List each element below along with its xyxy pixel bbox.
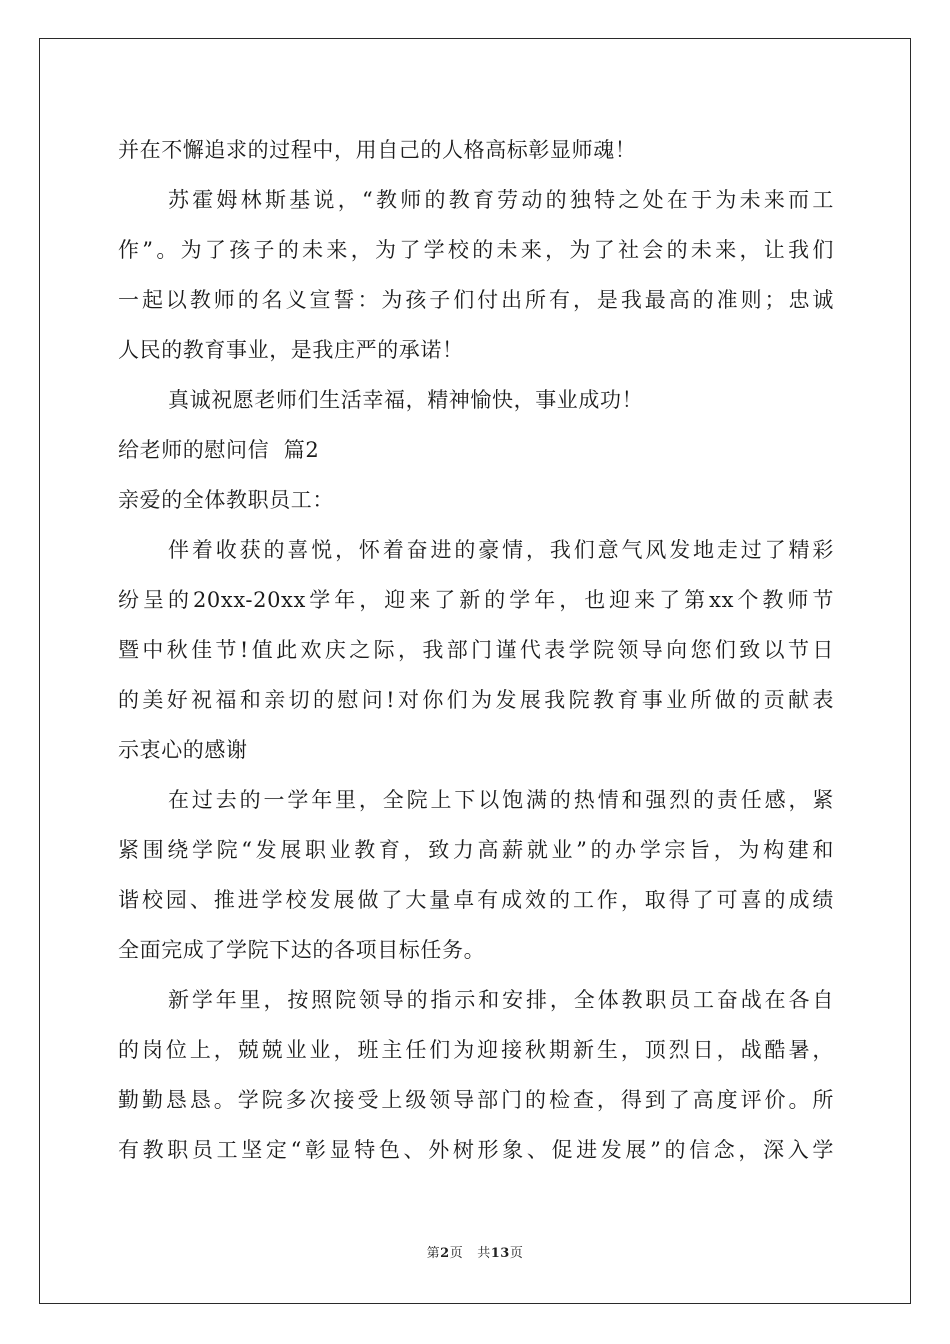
text-line: 谐校园、推进学校发展做了大量卓有成效的工作，取得了可喜的成绩 bbox=[118, 888, 834, 912]
text-line: 紧围绕学院“发展职业教育，致力高薪就业”的办学宗旨，为构建和 bbox=[118, 838, 834, 862]
page-number: 2 bbox=[440, 1246, 450, 1261]
text-line: 并在不懈追求的过程中，用自己的人格高标彰显师魂！ bbox=[118, 138, 637, 162]
text-line: 人民的教育事业，是我庄严的承诺！ bbox=[118, 338, 464, 362]
text-line: 新学年里，按照院领导的指示和安排，全体教职员工奋战在各自 bbox=[168, 988, 834, 1012]
text-line: 勤勤恳恳。学院多次接受上级领导部门的检查，得到了高度评价。所 bbox=[118, 1088, 834, 1112]
text-line: 有教职员工坚定“彰显特色、外树形象、促进发展”的信念，深入学 bbox=[118, 1138, 834, 1162]
text-line: 的美好祝福和亲切的慰问!对你们为发展我院教育事业所做的贡献表 bbox=[118, 688, 834, 712]
total-suffix: 页 bbox=[509, 1246, 524, 1261]
salutation: 亲爱的全体教职员工： bbox=[118, 488, 334, 512]
text-line: 伴着收获的喜悦，怀着奋进的豪情，我们意气风发地走过了精彩 bbox=[168, 538, 834, 562]
section-heading: 给老师的慰问信 篇2 bbox=[118, 438, 320, 462]
text-line: 纷呈的20xx-20xx学年，迎来了新的学年，也迎来了第xx个教师节 bbox=[118, 588, 834, 612]
text-line: 作”。为了孩子的未来，为了学校的未来，为了社会的未来，让我们 bbox=[118, 238, 834, 262]
text-line: 的岗位上，兢兢业业，班主任们为迎接秋期新生，顶烈日，战酷暑， bbox=[118, 1038, 834, 1062]
page-prefix: 第 bbox=[426, 1246, 441, 1261]
text-line: 真诚祝愿老师们生活幸福，精神愉快，事业成功！ bbox=[168, 388, 644, 412]
text-line: 示衷心的感谢 bbox=[118, 738, 248, 762]
page-suffix: 页 bbox=[449, 1246, 464, 1261]
text-line: 全面完成了学院下达的各项目标任务。 bbox=[118, 938, 486, 962]
text-line: 一起以教师的名义宣誓：为孩子们付出所有，是我最高的准则；忠诚 bbox=[118, 288, 834, 312]
text-line: 在过去的一学年里，全院上下以饱满的热情和强烈的责任感，紧 bbox=[168, 788, 834, 812]
total-prefix: 共 bbox=[477, 1246, 491, 1261]
text-line: 苏霍姆林斯基说，“教师的教育劳动的独特之处在于为未来而工 bbox=[168, 188, 834, 212]
page-footer bbox=[0, 1242, 950, 1261]
total-pages: 13 bbox=[490, 1246, 510, 1261]
text-line: 暨中秋佳节!值此欢庆之际，我部门谨代表学院领导向您们致以节日 bbox=[118, 638, 834, 662]
